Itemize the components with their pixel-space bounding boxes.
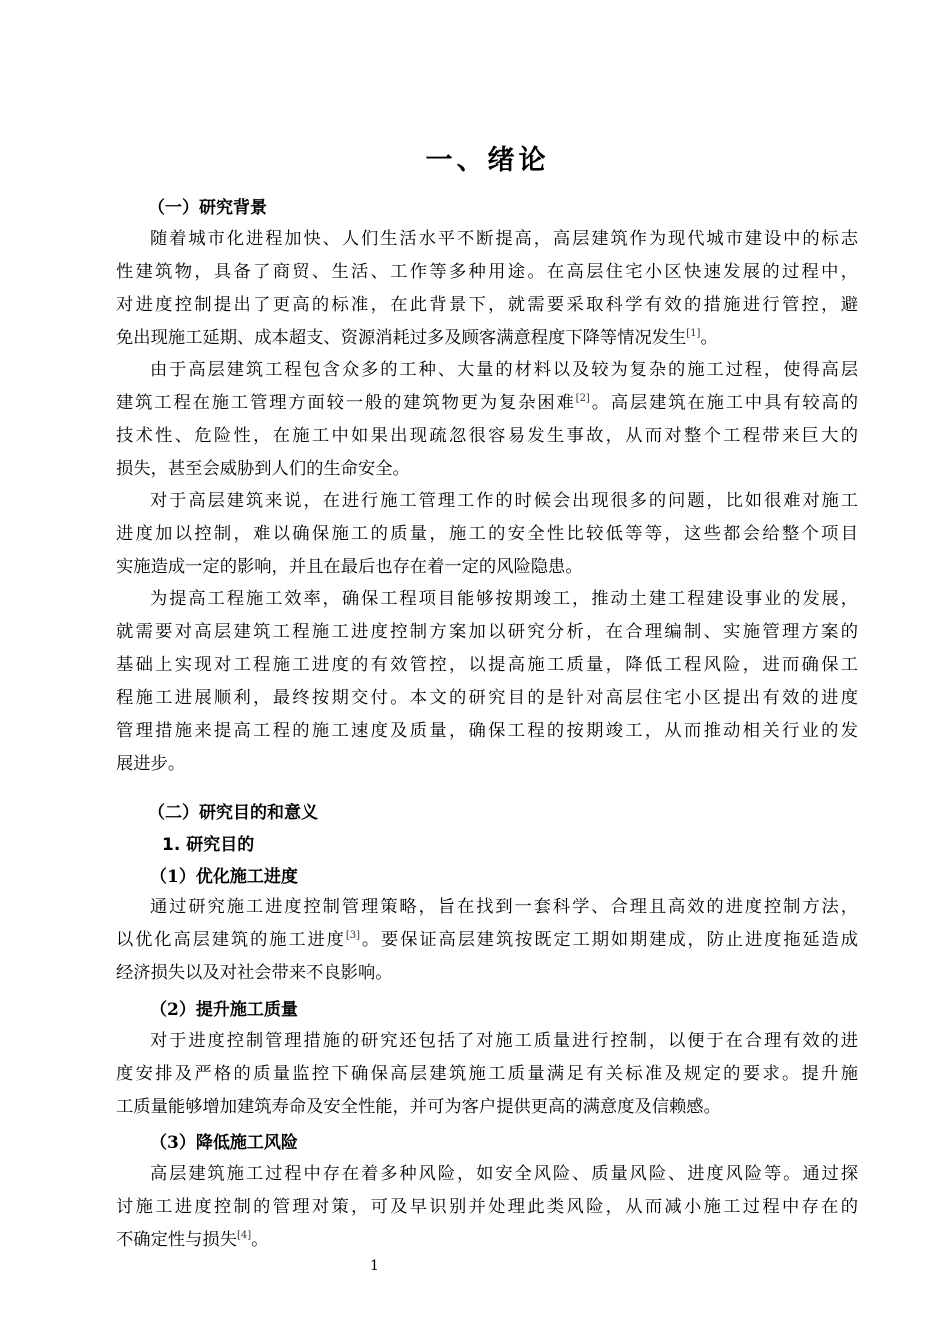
item-heading-1: （1）优化施工进度 xyxy=(150,867,298,887)
citation-ref: [3] xyxy=(345,930,361,941)
text-line xyxy=(116,1224,858,1257)
text-line: 对进度控制提出了更高的标准，在此背景下，就需要采取科学有效的措施进行管控，避 xyxy=(116,295,858,315)
text-segment: 以优化高层建筑的施工进度 xyxy=(116,930,346,950)
text-line: 程施工进展顺利，最终按期交付。本文的研究目的是针对高层住宅小区提出有效的进度 xyxy=(116,688,858,708)
paragraph-background-1 xyxy=(116,223,858,355)
text-line: 随着城市化进程加快、人们生活水平不断提高，高层建筑作为现代城市建设中的标志 xyxy=(150,229,858,249)
text-segment: 免出现施工延期、成本超支、资源消耗过多及顾客满意程度下降等情况发生 xyxy=(116,328,687,348)
text-line: 讨施工进度控制的管理对策，可及早识别并处理此类风险，从而减小施工过程中存在的 xyxy=(116,1197,858,1217)
text-line: 由于高层建筑工程包含众多的工种、大量的材料以及较为复杂的施工过程，使得高层 xyxy=(150,360,858,380)
citation-ref: [1] xyxy=(686,328,701,339)
text-line: 基础上实现对工程施工进度的有效管控，以提高施工质量，降低工程风险，进而确保工 xyxy=(116,655,858,675)
text-line: 对于高层建筑来说，在进行施工管理工作的时候会出现很多的问题，比如很难对施工 xyxy=(150,491,858,511)
text-line xyxy=(116,387,858,420)
text-line xyxy=(116,322,858,355)
paragraph-background-2 xyxy=(116,354,858,486)
text-line: 展进步。 xyxy=(116,754,186,774)
text-line: 度安排及严格的质量监控下确保高层建筑施工质量满足有关标准及规定的要求。提升施 xyxy=(116,1064,858,1084)
text-line: 对于进度控制管理措施的研究还包括了对施工质量进行控制，以便于在合理有效的进 xyxy=(150,1031,858,1051)
text-line: 高层建筑施工过程中存在着多种风险，如安全风险、质量风险、进度风险等。通过探 xyxy=(150,1164,858,1184)
text-segment: 。 xyxy=(251,1230,269,1250)
text-segment: 建筑工程在施工管理方面较一般的建筑物更为复杂困难 xyxy=(116,393,576,413)
paragraph-item-2 xyxy=(116,1025,858,1124)
item-heading-2: （2）提升施工质量 xyxy=(150,1000,298,1020)
text-segment: 不确定性与损失 xyxy=(116,1230,237,1250)
page-number: 1 xyxy=(370,1258,379,1274)
text-line: 经济损失以及对社会带来不良影响。 xyxy=(116,963,393,983)
paragraph-item-3 xyxy=(116,1158,858,1257)
section-heading-purpose: （二）研究目的和意义 xyxy=(148,803,318,823)
paragraph-background-3 xyxy=(116,485,858,584)
citation-ref: [2] xyxy=(575,393,590,404)
text-line: 实施造成一定的影响，并且在最后也存在着一定的风险隐患。 xyxy=(116,557,583,577)
text-line: 性建筑物，具备了商贸、生活、工作等多种用途。在高层住宅小区快速发展的过程中， xyxy=(116,262,858,282)
text-segment: 。 xyxy=(700,328,718,348)
paragraph-item-1 xyxy=(116,891,858,990)
subsection-heading-purpose: 1. 研究目的 xyxy=(162,835,255,855)
text-segment: 。高层建筑在施工中具有较高的 xyxy=(589,393,858,413)
chapter-title: 一、绪论 xyxy=(425,145,550,176)
paragraph-background-4 xyxy=(116,583,858,781)
text-line: 就需要对高层建筑工程施工进度控制方案加以研究分析，在合理编制、实施管理方案的 xyxy=(116,622,858,642)
text-line: 通过研究施工进度控制管理策略，旨在找到一套科学、合理且高效的进度控制方法， xyxy=(150,897,858,917)
text-line: 管理措施来提高工程的施工速度及质量，确保工程的按期竣工，从而推动相关行业的发 xyxy=(116,721,858,741)
text-segment: 。要保证高层建筑按既定工期如期建成，防止进度拖延造成 xyxy=(360,930,858,950)
text-line: 进度加以控制，难以确保施工的质量，施工的安全性比较低等等，这些都会给整个项目 xyxy=(116,524,858,544)
text-line: 损失，甚至会威胁到人们的生命安全。 xyxy=(116,459,410,479)
text-line xyxy=(116,924,858,957)
text-line: 为提高工程施工效率，确保工程项目能够按期竣工，推动土建工程建设事业的发展， xyxy=(150,589,858,609)
text-line: 工质量能够增加建筑寿命及安全性能，并可为客户提供更高的满意度及信赖感。 xyxy=(116,1097,721,1117)
text-line: 技术性、危险性，在施工中如果出现疏忽很容易发生事故，从而对整个工程带来巨大的 xyxy=(116,426,858,446)
item-heading-3: （3）降低施工风险 xyxy=(150,1133,298,1153)
citation-ref: [4] xyxy=(236,1230,252,1241)
section-heading-background: （一）研究背景 xyxy=(148,198,267,218)
